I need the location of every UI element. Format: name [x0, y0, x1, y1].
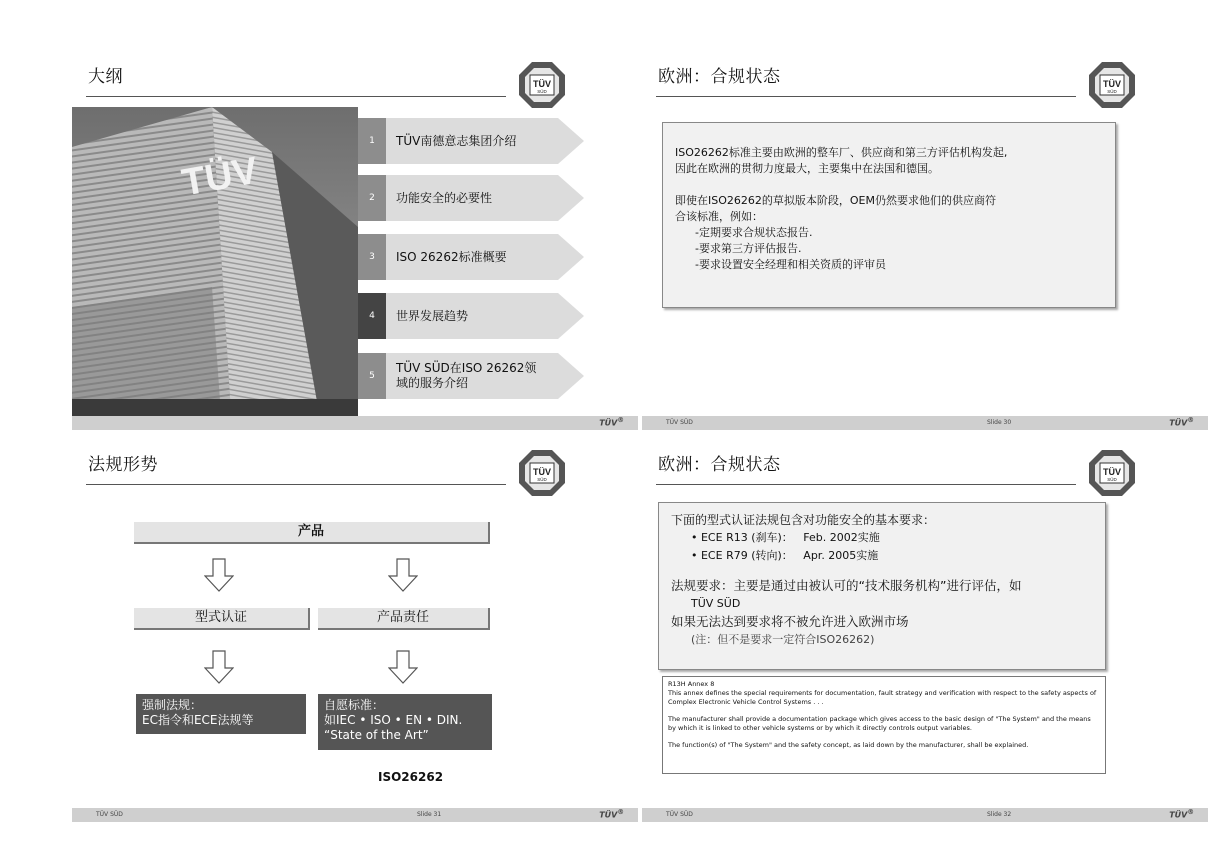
- title-divider: [86, 96, 506, 97]
- down-arrow-icon: [204, 650, 234, 684]
- footer-brand: TÜV®: [1169, 416, 1194, 428]
- agenda-label: 功能安全的必要性: [396, 190, 493, 205]
- requirement-line: 如果无法达到要求将不被允许进入欧洲市场: [671, 614, 909, 629]
- agenda-label: TÜV SÜD在ISO 26262领域的服务介绍: [396, 361, 537, 390]
- iso-label: ISO26262: [378, 770, 444, 784]
- agenda-item-3[interactable]: [358, 234, 584, 280]
- footer-company: TÜV SÜD: [666, 419, 693, 426]
- slide-footer: [642, 416, 1208, 430]
- logo-text-sud: SÜD: [537, 89, 547, 94]
- slide-number: Slide 32: [987, 811, 1012, 818]
- bullet-item: -定期要求合规状态报告.: [695, 226, 813, 239]
- agenda-number: 5: [358, 353, 386, 399]
- bullet-item: -要求第三方评估报告.: [695, 242, 802, 255]
- annex-paragraph: This annex defines the special requirements for documentation, fault strategy and verification with respect to the safety aspects of Complex Electronic Vehicle Control Systems . . .: [668, 689, 1097, 706]
- footer-brand: TÜV®: [599, 808, 624, 820]
- down-arrow-icon: [204, 558, 234, 592]
- requirement-line: 法规要求：主要是通过由被认可的“技术服务机构”进行评估，如: [671, 578, 1022, 593]
- type-approval-bar: 型式认证: [134, 608, 310, 630]
- box-line: 强制法规：: [142, 698, 203, 712]
- agenda-item-4[interactable]: [358, 293, 584, 339]
- agenda-number: 2: [358, 175, 386, 221]
- tuv-logo-icon: [517, 448, 567, 498]
- box-line: 自愿标准：: [324, 698, 385, 712]
- agenda-item-5[interactable]: [358, 353, 584, 399]
- footer-brand: TÜV®: [1169, 808, 1194, 820]
- agenda-item-1[interactable]: [358, 118, 584, 164]
- compliance-text-box: [662, 122, 1116, 308]
- annex-paragraph: The function(s) of "The System" and the safety concept, as laid down by the manufacturer, shall be explained.: [668, 741, 1029, 749]
- photo-sign-text: TÜV: [178, 149, 261, 205]
- annex-paragraph: The manufacturer shall provide a documentation package which gives access to the basic design of "The System" and the means by which it is linked to other vehicle systems or by which it directly controls output variables.: [668, 715, 1091, 732]
- logo-text-sud: SÜD: [1107, 477, 1117, 482]
- slide-title: 大纲: [88, 67, 123, 87]
- logo-text-tuv: TÜV: [1103, 467, 1121, 477]
- note-line: (注：但不是要求一定符合ISO26262): [691, 633, 875, 646]
- agenda-item-2[interactable]: [358, 175, 584, 221]
- slide-number: Slide 30: [987, 419, 1012, 426]
- slide-title: 欧洲：合规状态: [658, 67, 781, 87]
- box-line: “State of the Art”: [324, 728, 429, 742]
- logo-text-tuv: TÜV: [533, 79, 551, 89]
- slide-europe-compliance-1: [642, 50, 1208, 474]
- agenda-number: 4: [358, 293, 386, 339]
- tuv-logo-icon: [1087, 448, 1137, 498]
- slide-title: 法规形势: [88, 455, 158, 475]
- annex-excerpt-box: [662, 676, 1106, 774]
- footer-brand: TÜV®: [599, 416, 624, 428]
- slide-footer: [642, 808, 1208, 822]
- agenda-label: TÜV南德意志集团介绍: [396, 133, 517, 148]
- tuv-logo-icon: [1087, 60, 1137, 110]
- slide-europe-compliance-2: [642, 438, 1208, 862]
- slide-outline: [72, 50, 638, 474]
- agenda-label: ISO 26262标准概要: [396, 249, 507, 264]
- product-liability-bar: 产品责任: [318, 608, 490, 630]
- slide-number: Slide 31: [417, 811, 442, 818]
- title-divider: [86, 484, 506, 485]
- intro-line: 下面的型式认证法规包含对功能安全的基本要求：: [671, 513, 936, 527]
- requirement-line: TÜV SÜD: [691, 597, 741, 610]
- bullet-item: -要求设置安全经理和相关资质的评审员: [695, 258, 886, 271]
- footer-company: TÜV SÜD: [96, 811, 123, 818]
- logo-text-sud: SÜD: [1107, 89, 1117, 94]
- logo-text-sud: SÜD: [537, 477, 547, 482]
- annex-title: R13H Annex 8: [668, 680, 715, 688]
- title-divider: [656, 484, 1076, 485]
- logo-text-tuv: TÜV: [1103, 79, 1121, 89]
- mandatory-regulation-box: [136, 694, 306, 734]
- logo-text-tuv: TÜV: [533, 467, 551, 477]
- ece-r13-line: • ECE R13 (刹车)： Feb. 2002实施: [691, 531, 880, 544]
- paragraph-line: 因此在欧洲的贯彻力度最大，主要集中在法国和德国。: [675, 162, 939, 175]
- down-arrow-icon: [388, 558, 418, 592]
- regulation-text-box: [658, 502, 1106, 670]
- down-arrow-icon: [388, 650, 418, 684]
- ece-r79-line: • ECE R79 (转向)： Apr. 2005实施: [691, 549, 879, 562]
- footer-company: TÜV SÜD: [666, 811, 693, 818]
- building-photo: [72, 107, 358, 429]
- title-divider: [656, 96, 1076, 97]
- agenda-number: 1: [358, 118, 386, 164]
- slide-footer: [72, 416, 638, 430]
- paragraph-line: 即使在ISO26262的草拟版本阶段，OEM仍然要求他们的供应商符: [675, 194, 996, 207]
- paragraph-line: ISO26262标准主要由欧洲的整车厂、供应商和第三方评估机构发起,: [675, 146, 1008, 159]
- agenda-label: 世界发展趋势: [396, 308, 469, 323]
- slide-title: 欧洲：合规状态: [658, 455, 781, 475]
- box-line: 如IEC • ISO • EN • DIN.: [324, 713, 463, 727]
- product-bar: 产品: [134, 522, 490, 544]
- voluntary-standard-box: [318, 694, 492, 750]
- slide-regulation-situation: [72, 438, 638, 862]
- agenda-number: 3: [358, 234, 386, 280]
- slide-footer: [72, 808, 638, 822]
- box-line: EC指令和ECE法规等: [142, 713, 254, 727]
- paragraph-line: 合该标准，例如：: [675, 210, 763, 223]
- tuv-logo-icon: [517, 60, 567, 110]
